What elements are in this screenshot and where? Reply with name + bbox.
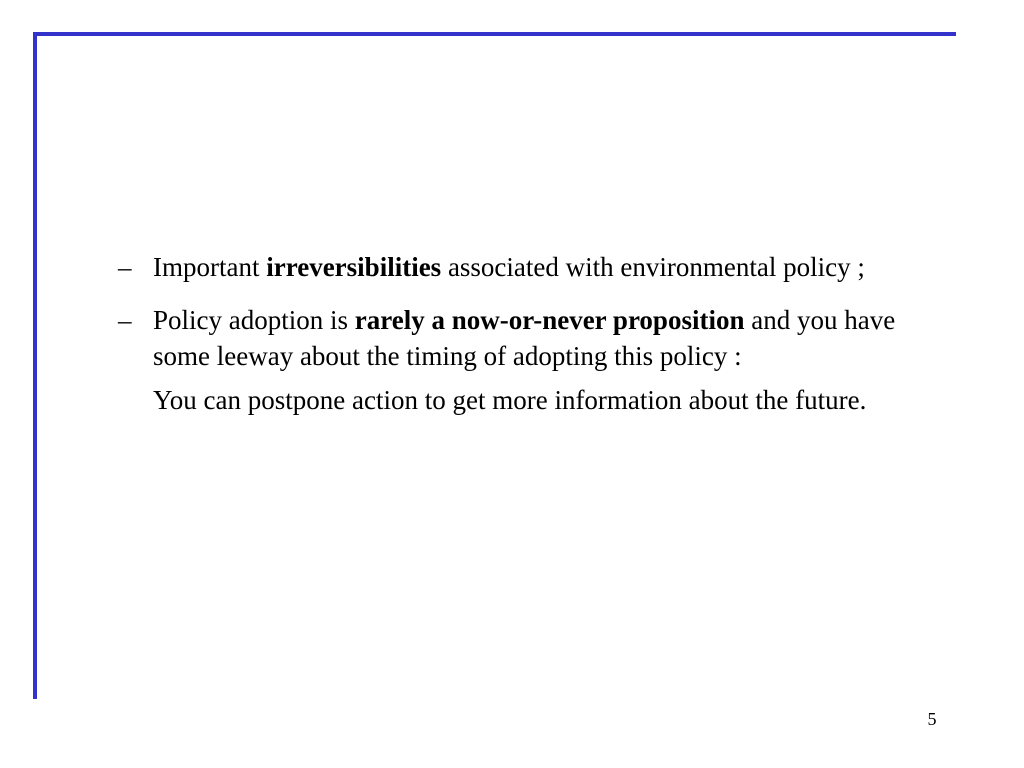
left-accent-rule	[33, 32, 37, 699]
bullet-dash: –	[118, 305, 132, 335]
bullet-text-before: Important	[153, 252, 267, 282]
bullet-dash: –	[118, 252, 132, 282]
bullet-emphasis: rarely a now-or-never proposition	[354, 305, 745, 335]
bullet-policy-adoption	[118, 302, 908, 374]
bullet-text-after: associated with environmental policy ;	[441, 252, 865, 282]
page-number: 5	[927, 709, 937, 729]
top-accent-rule	[33, 32, 956, 36]
bullet-continuation: You can postpone action to get more information about the future.	[153, 385, 867, 415]
slide-content	[118, 249, 908, 418]
bullet-text-after: and you have some leeway about the timing of adopting this policy :	[153, 305, 896, 371]
bullet-emphasis: irreversibilities	[266, 252, 442, 282]
bullet-text-before: Policy adoption is	[153, 305, 355, 335]
bullet-irreversibilities	[118, 249, 908, 285]
